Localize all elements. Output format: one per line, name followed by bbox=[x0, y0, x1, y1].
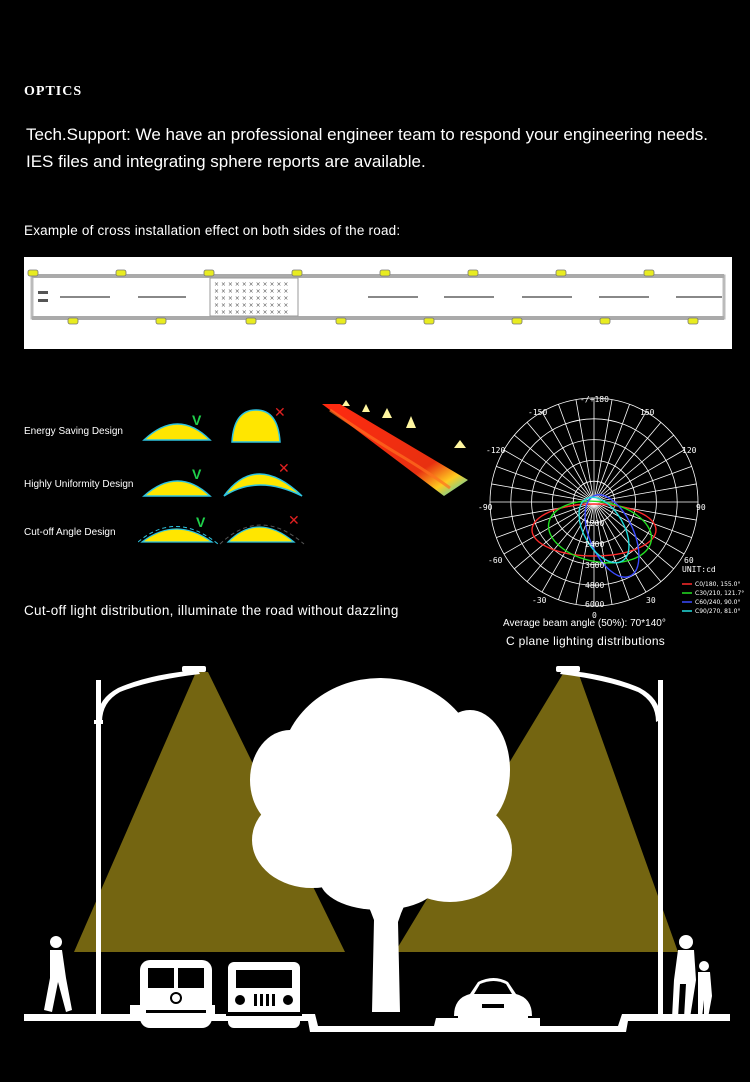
beam-angle-text: Average beam angle (50%): 70*140° bbox=[503, 618, 666, 629]
street-scene-illustration bbox=[0, 660, 750, 1082]
legend-c0: C0/180, 155.0° bbox=[695, 581, 741, 588]
pedestrians-right bbox=[672, 935, 712, 1018]
cross-mark-icon: ✕ bbox=[274, 404, 286, 420]
angle-label: 90 bbox=[696, 503, 706, 512]
angle-label: 150 bbox=[640, 408, 655, 417]
check-mark-icon: V bbox=[192, 412, 202, 428]
angle-label: 120 bbox=[682, 446, 697, 455]
tree-illustration bbox=[250, 678, 512, 1012]
pedestrian-left bbox=[44, 936, 72, 1012]
cross-mark-icon: ✕ bbox=[288, 512, 300, 528]
svg-text:× × × × × × × × × × ×: × × × × × × × × × × × bbox=[214, 309, 289, 316]
cross-mark-icon: ✕ bbox=[278, 460, 290, 476]
radial-label: 3600 bbox=[585, 561, 605, 570]
ies-files-text: IES files and integrating sphere reports are available. bbox=[26, 152, 426, 171]
road-illuminance-render bbox=[318, 396, 470, 498]
cutoff-angle-label: Cut-off Angle Design bbox=[24, 527, 116, 538]
angle-label: -60 bbox=[488, 556, 503, 565]
jeep-illustration bbox=[226, 962, 302, 1028]
check-mark-icon: V bbox=[196, 514, 206, 530]
road-diagram bbox=[24, 257, 732, 349]
angle-label: 60 bbox=[684, 556, 694, 565]
svg-text:× × × × × × × × × × ×: × × × × × × × × × × × bbox=[214, 302, 289, 309]
tech-support-text: Tech.Support: We have an professional engineer team to respond your engineering needs. bbox=[26, 125, 709, 144]
van-illustration bbox=[140, 960, 212, 1028]
radial-label: 2400 bbox=[585, 540, 605, 549]
legend-c60: C60/240, 90.0° bbox=[695, 599, 741, 606]
angle-label: -30 bbox=[532, 596, 547, 605]
svg-text:× × × × × × × × × × ×: × × × × × × × × × × × bbox=[214, 295, 289, 302]
cutoff-caption: Cut-off light distribution, illuminate the road without dazzling bbox=[24, 603, 399, 618]
svg-text:× × × × × × × × × × ×: × × × × × × × × × × × bbox=[214, 288, 289, 295]
angle-label: -120 bbox=[486, 446, 506, 455]
unit-label: UNIT:cd bbox=[682, 565, 716, 574]
section-title: OPTICS bbox=[24, 84, 83, 99]
angle-label: -90 bbox=[478, 503, 493, 512]
design-comparison-diagrams bbox=[138, 404, 308, 554]
car-illustration bbox=[454, 978, 532, 1026]
radial-label: 6000 bbox=[585, 600, 605, 609]
check-mark-icon: V bbox=[192, 466, 202, 482]
legend-c90: C90/270, 81.0° bbox=[695, 608, 741, 615]
angle-label: 30 bbox=[646, 596, 656, 605]
radial-label: 1200 bbox=[585, 519, 605, 528]
cross-installation-caption: Example of cross installation effect on both sides of the road: bbox=[24, 223, 401, 238]
svg-text:× × × × × × × × × × ×: × × × × × × × × × × × bbox=[214, 281, 289, 288]
angle-label: -150 bbox=[528, 408, 548, 417]
uniformity-label: Highly Uniformity Design bbox=[24, 479, 134, 490]
c-plane-caption: C plane lighting distributions bbox=[506, 634, 666, 648]
legend-c30: C30/210, 121.7° bbox=[695, 590, 745, 597]
angle-label-bottom: 0 bbox=[592, 611, 597, 620]
radial-label: 4800 bbox=[585, 581, 605, 590]
energy-saving-label: Energy Saving Design bbox=[24, 426, 123, 437]
polar-distribution-chart bbox=[478, 390, 750, 624]
angle-label-top: -/+180 bbox=[580, 395, 609, 404]
